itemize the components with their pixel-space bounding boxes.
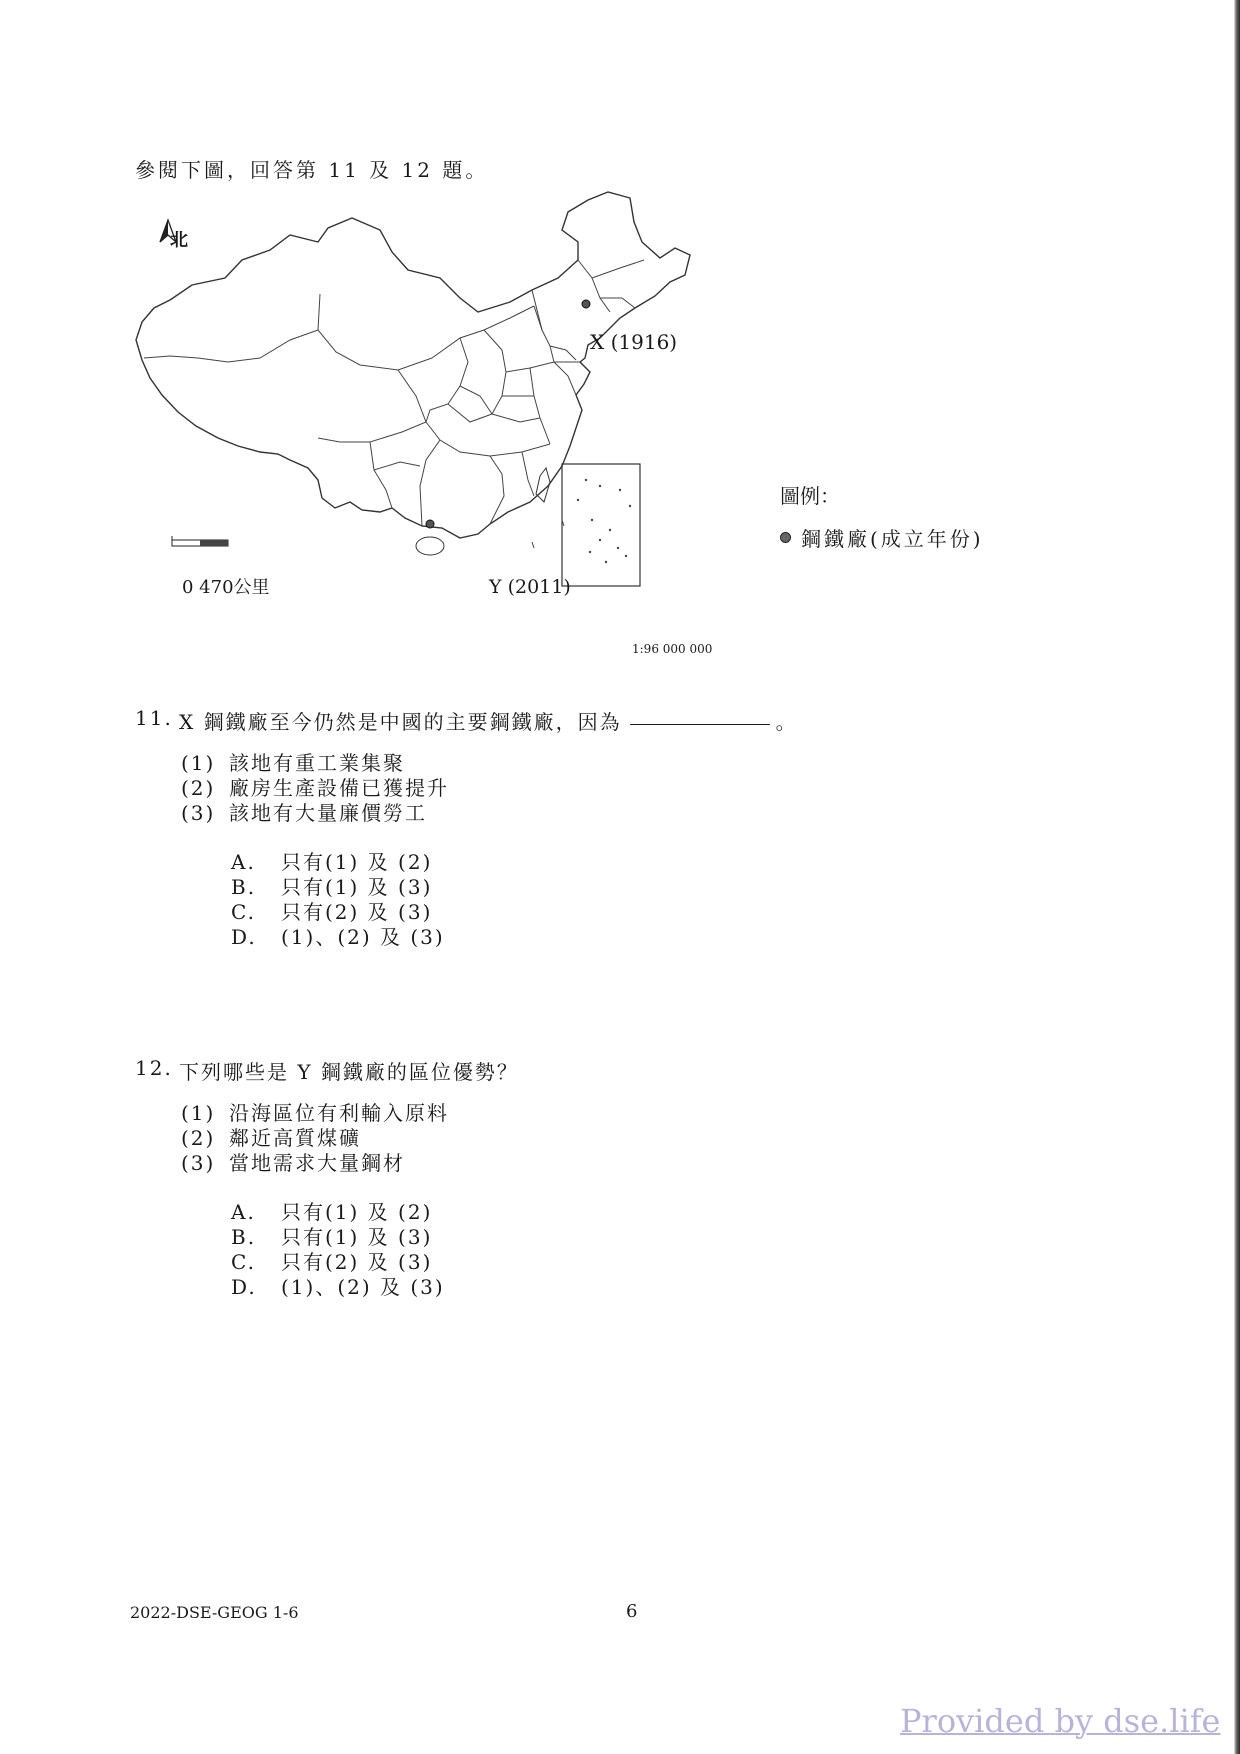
question-number: 12. [135, 1056, 173, 1080]
choice-text: 只有(1) 及 (2) [281, 1200, 433, 1224]
legend-item-label: 鋼鐵廠(成立年份) [801, 527, 984, 551]
choice-item [231, 1250, 519, 1275]
statement-text: 當地需求大量鋼材 [229, 1151, 405, 1175]
choice-text: 只有(1) 及 (3) [281, 875, 433, 899]
choice-text: 只有(2) 及 (3) [281, 900, 433, 924]
scale-label: 0 470公里 [182, 577, 270, 598]
choice-text: 只有(1) 及 (3) [281, 1225, 433, 1249]
statement-item [181, 751, 798, 776]
choice-letter: D. [231, 1275, 257, 1299]
steelworks-x-label: X (1916) [590, 330, 678, 354]
steelworks-y-marker [426, 520, 434, 528]
choice-letter: A. [231, 1200, 256, 1224]
north-label: 北 [170, 230, 188, 251]
statement-number: (2) [181, 1126, 216, 1150]
choice-item [231, 1225, 519, 1250]
scale-bar [172, 536, 228, 546]
question-text: X 鋼鐵廠至今仍然是中國的主要鋼鐵廠，因為 [179, 710, 622, 734]
steelworks-x-marker [582, 300, 590, 308]
legend-item [780, 523, 984, 552]
choice-letter: D. [231, 925, 257, 949]
question-number: 11. [135, 706, 173, 730]
choice-letter: A. [231, 850, 256, 874]
choice-item [231, 925, 798, 950]
statement-text: 鄰近高質煤礦 [229, 1126, 361, 1150]
question-11-stem [135, 706, 798, 735]
statement-list [181, 1101, 519, 1176]
page-number: 6 [626, 1601, 638, 1622]
map-legend [780, 480, 984, 552]
choice-letter: C. [231, 900, 256, 924]
statement-text: 該地有大量廉價勞工 [229, 801, 427, 825]
statement-item [181, 1101, 519, 1126]
statement-item [181, 1126, 519, 1151]
scan-edge [1234, 0, 1240, 1754]
statement-text: 廠房生產設備已獲提升 [229, 776, 449, 800]
choice-item [231, 850, 798, 875]
steelworks-y-label: Y (2011) [489, 576, 571, 598]
paper-code: 2022-DSE-GEOG 1-6 [130, 1603, 299, 1622]
steelworks-dot-icon [780, 532, 791, 543]
statement-number: (1) [181, 1101, 216, 1125]
question-text: 下列哪些是 Y 鋼鐵廠的區位優勢？ [179, 1060, 519, 1084]
south-china-sea-inset [562, 464, 640, 586]
choice-letter: C. [231, 1250, 256, 1274]
choice-list [231, 850, 798, 950]
choice-letter: B. [231, 1225, 257, 1249]
choice-item [231, 875, 798, 900]
choice-text: (1)、(2) 及 (3) [281, 1275, 445, 1299]
inset-scale-label: 1:96 000 000 [632, 642, 713, 656]
question-12 [135, 1056, 519, 1300]
watermark-link[interactable]: Provided by dse.life [900, 1702, 1221, 1740]
choice-text: 只有(1) 及 (2) [281, 850, 433, 874]
hainan-island [416, 537, 444, 555]
legend-title: 圖例： [780, 484, 840, 508]
choice-text: (1)、(2) 及 (3) [281, 925, 445, 949]
statement-number: (3) [181, 1151, 216, 1175]
question-12-stem [135, 1056, 519, 1085]
china-map [130, 190, 730, 670]
statement-number: (3) [181, 801, 216, 825]
choice-item [231, 1200, 519, 1225]
choice-list [231, 1200, 519, 1300]
statement-item [181, 801, 798, 826]
question-text-end: 。 [775, 710, 798, 734]
statement-text: 沿海區位有利輸入原料 [229, 1101, 449, 1125]
answer-blank [630, 706, 770, 725]
statement-item [181, 1151, 519, 1176]
statement-text: 該地有重工業集聚 [229, 751, 405, 775]
statement-number: (1) [181, 751, 216, 775]
choice-letter: B. [231, 875, 257, 899]
statement-number: (2) [181, 776, 216, 800]
intro-text: 參閱下圖，回答第 11 及 12 題。 [135, 158, 489, 182]
choice-text: 只有(2) 及 (3) [281, 1250, 433, 1274]
choice-item [231, 1275, 519, 1300]
statement-item [181, 776, 798, 801]
statement-list [181, 751, 798, 826]
choice-item [231, 900, 798, 925]
question-11 [135, 706, 798, 950]
inset-islands [577, 479, 631, 563]
